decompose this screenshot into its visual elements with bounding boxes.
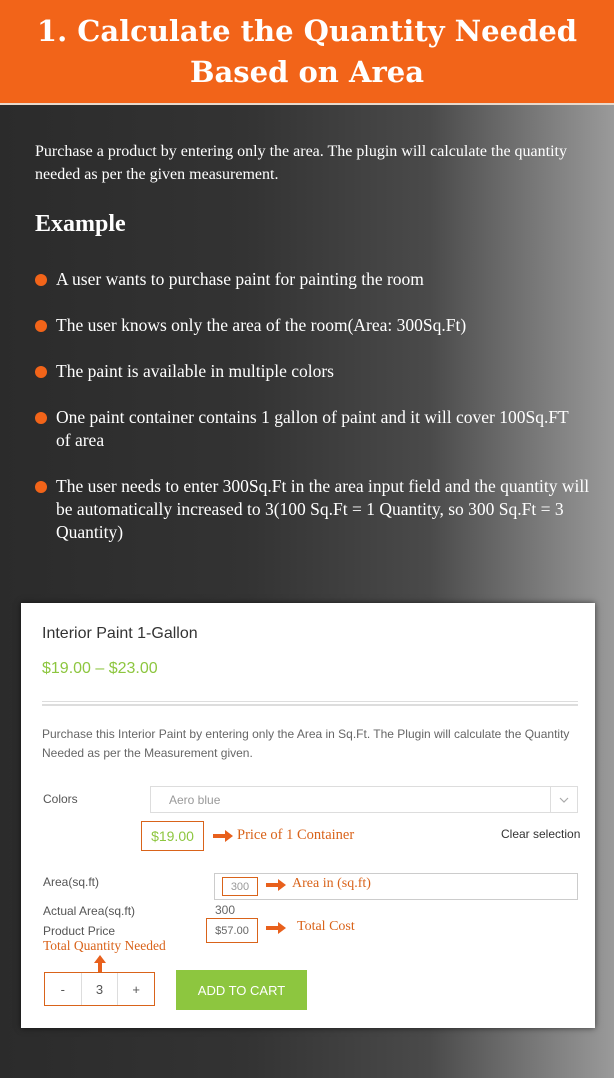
header-banner <box>0 0 614 105</box>
actual-area-label: Actual Area(sq.ft) <box>43 904 136 918</box>
actual-area-value: 300 <box>215 903 236 917</box>
total-quantity-annotation: Total Quantity Needed <box>43 938 166 953</box>
quantity-stepper <box>44 972 155 1006</box>
bullet-dot-icon <box>35 274 47 286</box>
bullet-dot-icon <box>35 320 47 332</box>
bullet-dot-icon <box>35 366 47 378</box>
product-price-box <box>206 918 258 943</box>
list-item-text: The user needs to enter 300Sq.Ft in the area input field and the quantity will be automatically increased to 3(100 Sq.Ft = 1 Quantity, so 300 Sq.Ft = 3 Quantity) <box>56 476 590 542</box>
arrow-right-icon <box>266 879 286 891</box>
quantity-input[interactable]: 3 <box>81 973 119 1005</box>
intro-text: Purchase a product by entering only the area. The plugin will calculate the quantity needed as per the given measurement. <box>35 143 567 183</box>
chevron-down-icon[interactable] <box>550 787 577 812</box>
total-cost-annotation: Total Cost <box>297 919 355 934</box>
example-heading: Example <box>35 211 126 237</box>
list-item <box>35 360 605 383</box>
area-label: Area(sq.ft) <box>43 875 100 889</box>
area-input[interactable] <box>222 877 258 896</box>
product-price-range: $19.00 – $23.00 <box>42 660 158 677</box>
bullet-dot-icon <box>35 412 47 424</box>
product-title: Interior Paint 1-Gallon <box>42 625 198 642</box>
colors-selected-value: Aero blue <box>169 793 221 807</box>
list-item <box>35 406 605 452</box>
divider <box>42 701 578 706</box>
product-card <box>21 603 595 1028</box>
colors-select[interactable] <box>150 786 578 813</box>
quantity-minus-button[interactable]: - <box>60 981 65 997</box>
arrow-right-icon <box>213 830 233 842</box>
list-item <box>35 314 605 337</box>
product-description: Purchase this Interior Paint by entering only the Area in Sq.Ft. The Plugin will calculate the Quantity Needed as per the Measurement given. <box>42 727 570 760</box>
area-value: 300 <box>230 880 250 893</box>
product-price-label: Product Price <box>43 924 116 938</box>
list-item-text: A user wants to purchase paint for painting the room <box>56 269 424 289</box>
list-item <box>35 268 605 291</box>
list-item-text: The paint is available in multiple colors <box>56 361 334 381</box>
arrow-right-icon <box>266 922 286 934</box>
quantity-plus-button[interactable]: + <box>132 981 140 997</box>
bullet-dot-icon <box>35 481 47 493</box>
unit-price-box <box>141 821 204 851</box>
list-item-text: The user knows only the area of the room(Area: 300Sq.Ft) <box>56 315 467 335</box>
list-item <box>35 475 605 544</box>
area-annotation: Area in (sq.ft) <box>292 876 371 891</box>
list-item-text: One paint container contains 1 gallon of paint and it will cover 100Sq.FT of area <box>56 407 569 450</box>
product-price-value: $57.00 <box>215 924 249 937</box>
unit-price-annotation: Price of 1 Container <box>237 827 355 843</box>
arrow-up-icon <box>94 955 106 973</box>
unit-price: $19.00 <box>151 828 194 844</box>
add-to-cart-button[interactable]: ADD TO CART <box>176 970 307 1010</box>
colors-label: Colors <box>43 792 78 806</box>
page-title: 1. Calculate the Quantity Needed Based on Area <box>36 13 578 89</box>
clear-selection-link[interactable]: Clear selection <box>501 827 581 841</box>
